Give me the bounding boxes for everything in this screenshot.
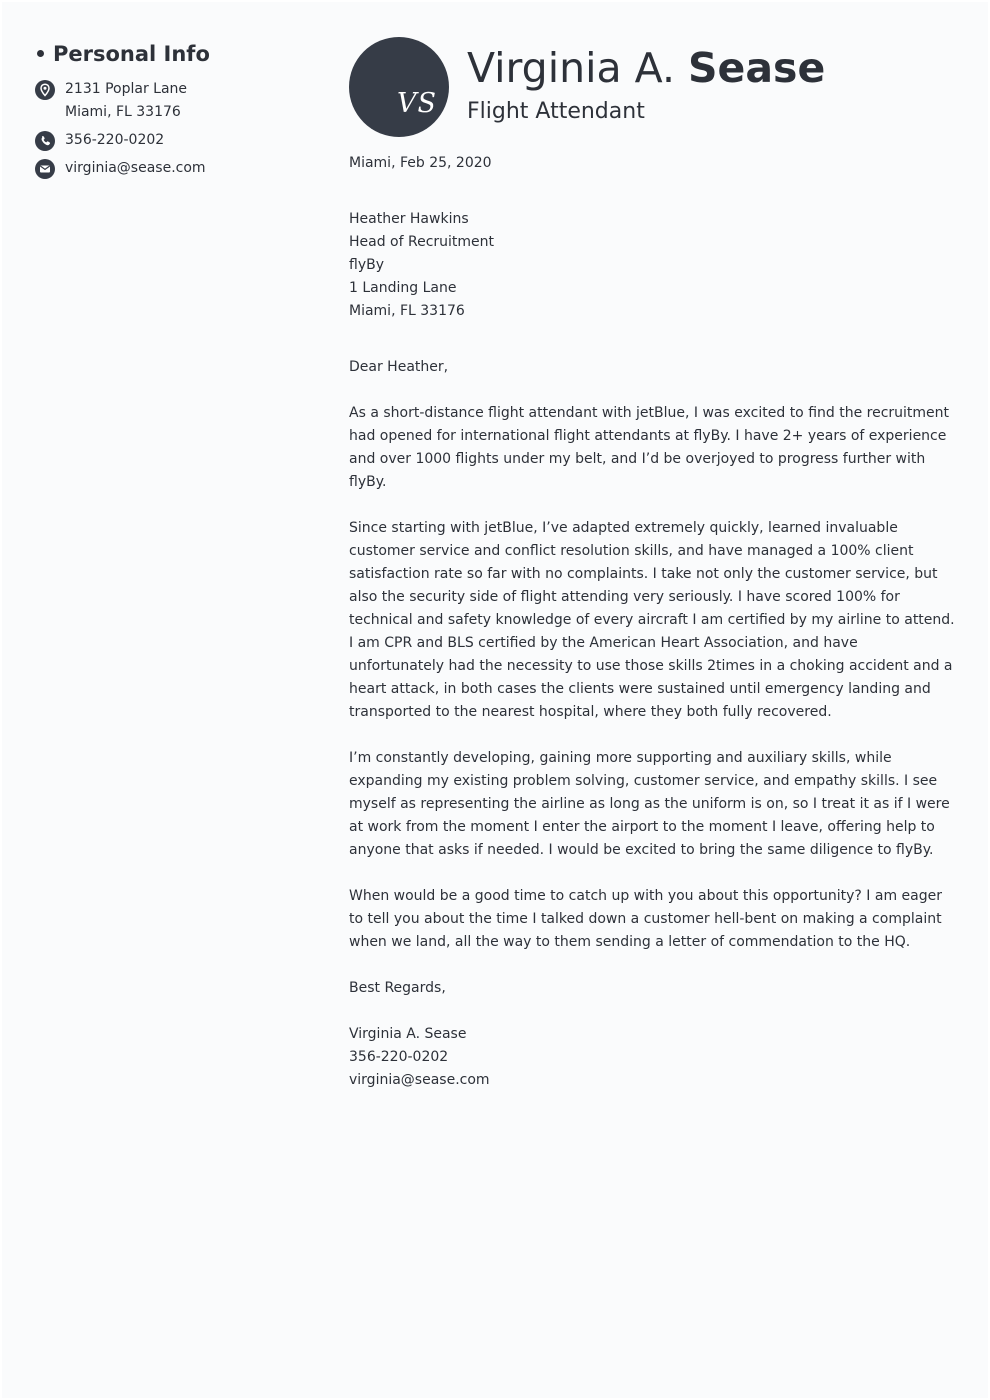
location-pin-icon [35,80,55,100]
paragraph: Since starting with jetBlue, I’ve adapted extremely quickly, learned invaluable customer service and conflict resolution skills, and have managed a 100% client satisfaction rate so far with no complaints. I take not only the customer service, but also the security side of flight attending very seriously. I have scored 100% for technical and safety knowledge of every aircraft I am certified by my airline to attend. I am CPR and BLS certified by the American Heart Association, and have unfortunately had the necessity to use those skills 2times in a choking accident and a heart attack, in both cases the clients were sustained until emergency landing and transported to the nearest hospital, where they both fully recovered. [349,520,955,720]
address-line-1: 2131 Poplar Lane [65,81,188,97]
greeting: Dear Heather, [349,359,449,375]
letter-page [2,2,988,1398]
letter-body [349,152,957,1092]
recipient-title: Head of Recruitment [349,234,495,250]
signature-name: Virginia A. Sease [349,1026,467,1042]
date-line: Miami, Feb 25, 2020 [349,155,492,171]
paragraph: I’m constantly developing, gaining more supporting and auxiliary skills, while expanding my existing problem solving, customer service, and empathy skills. I see myself as representing the airline as long as the uniform is on, so I treat it as if I were at work from the moment I enter the airport to the moment I leave, offering help to anyone that asks if needed. I would be excited to bring the same diligence to flyBy. [349,750,950,858]
signature-email: virginia@sease.com [349,1072,490,1088]
paragraph: When would be a good time to catch up with you about this opportunity? I am eager to tell you about the time I talked down a customer hell-bent on making a complaint when we land, all the way to them sending a letter of commendation to the HQ. [349,888,942,950]
closing: Best Regards, [349,980,446,996]
personal-info-sidebar [35,38,315,185]
recipient-name: Heather Hawkins [349,211,469,227]
recipient-street: 1 Landing Lane [349,280,457,296]
last-name: Sease [688,44,826,92]
contact-list [35,78,315,180]
contact-email [35,157,315,180]
first-name: Virginia A. [467,44,675,92]
heading-bullet [37,50,44,57]
signature-phone: 356-220-0202 [349,1049,449,1065]
signature-block [349,1023,957,1092]
phone-icon [35,131,55,151]
job-title: Flight Attendant [467,99,645,124]
monogram-initials: VS [397,88,437,119]
applicant-name [467,42,825,94]
recipient-company: flyBy [349,257,384,273]
paragraph: As a short-distance flight attendant with jetBlue, I was excited to find the recruitment had opened for international flight attendants at flyBy. I have 2+ years of experience and over 1000 flights under my belt, and I’d be overjoyed to progress further with flyBy. [349,405,950,490]
personal-info-title: Personal Info [53,42,210,66]
envelope-icon [35,159,55,179]
recipient-city: Miami, FL 33176 [349,303,465,319]
contact-address [35,78,315,124]
contact-phone [35,129,315,152]
personal-info-heading [35,38,315,70]
address-line-2: Miami, FL 33176 [65,104,181,120]
phone-value: 356-220-0202 [65,132,165,148]
recipient-block [349,208,957,323]
monogram-avatar [349,37,449,137]
email-value: virginia@sease.com [65,160,206,176]
